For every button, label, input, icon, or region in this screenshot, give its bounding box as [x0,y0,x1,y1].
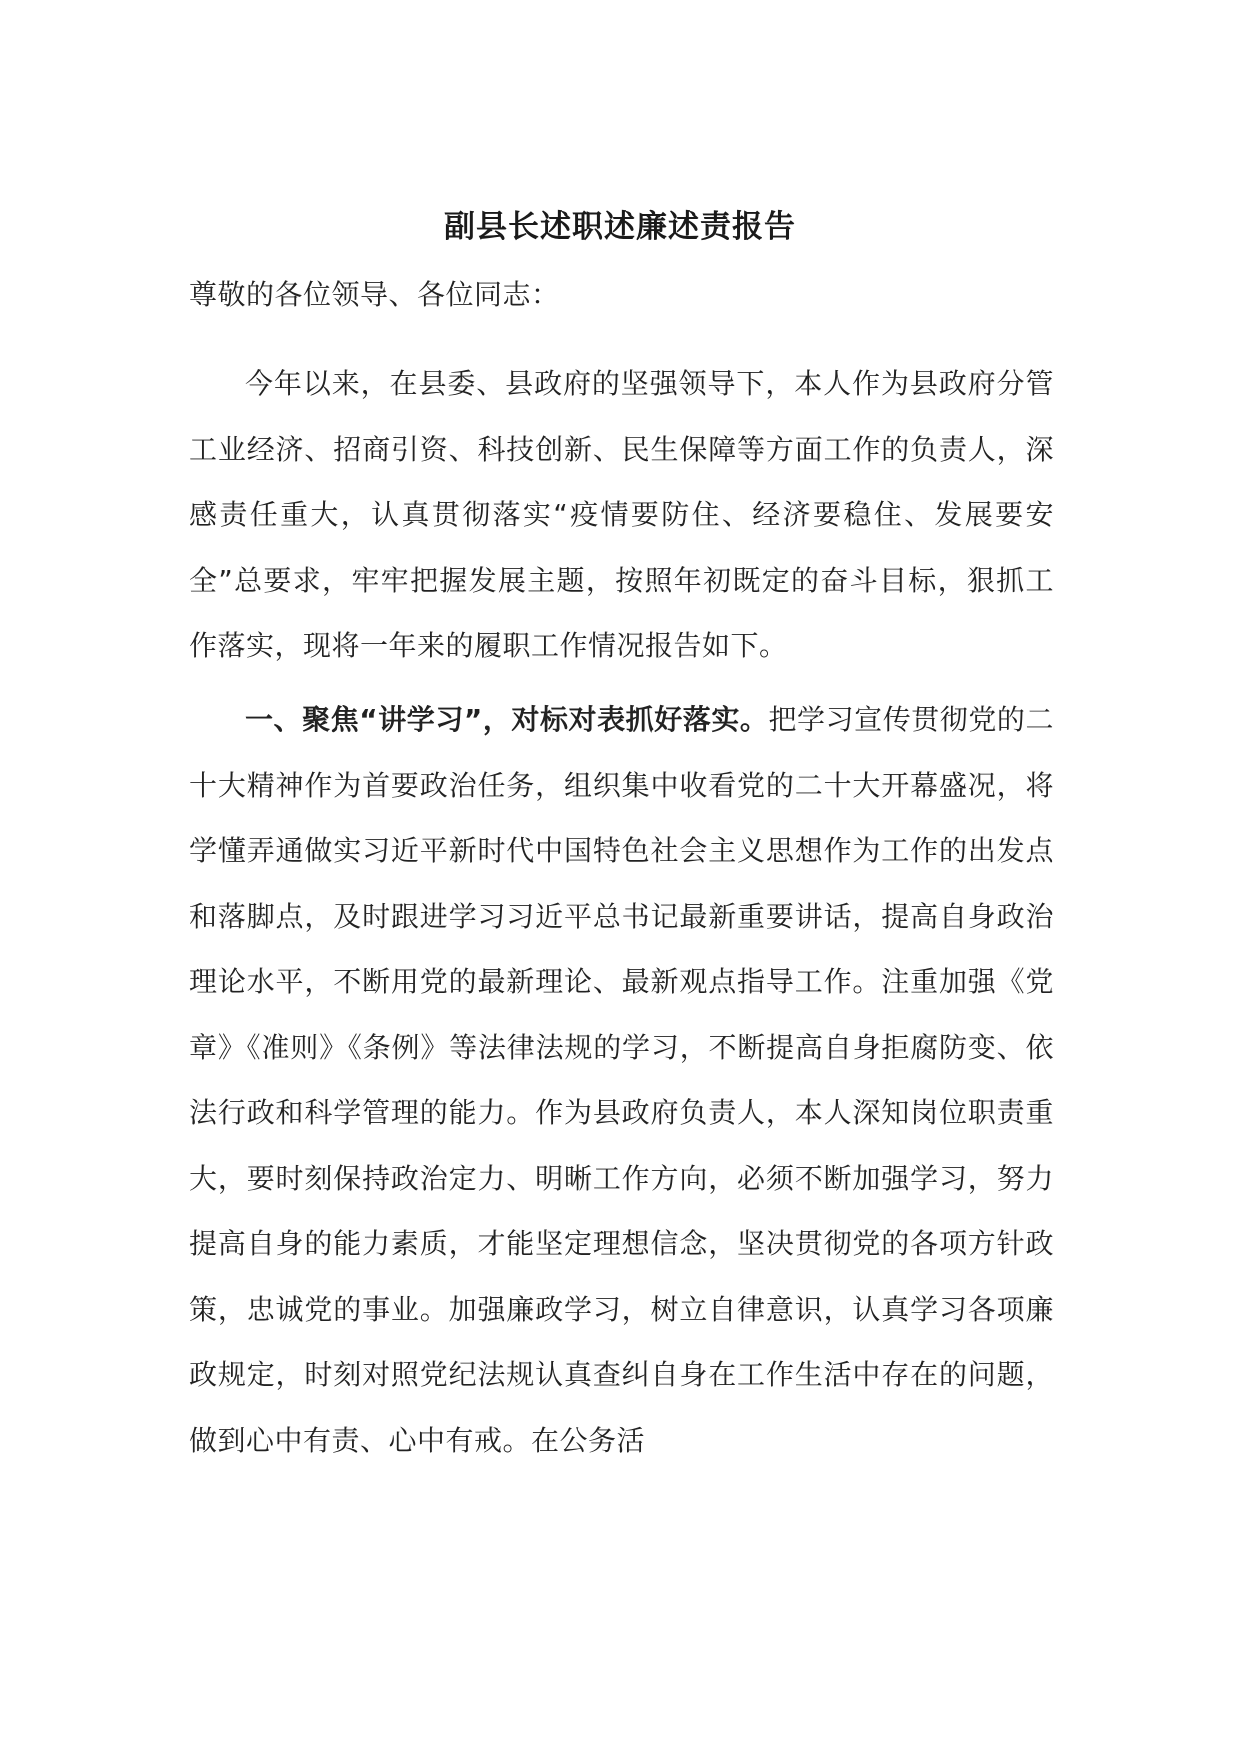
paragraph-section-1 [189,687,1054,1473]
document-title: 副县长述职述廉述责报告 [444,209,796,245]
paragraph-intro [189,351,1054,679]
section-heading: 一、聚焦“讲学习”，对标对表抓好落实。 [245,703,769,736]
salutation: 尊敬的各位领导、各位同志： [189,278,560,311]
section-body-text: 把学习宣传贯彻党的二十大精神作为首要政治任务，组织集中收看党的二十大开幕盛况，将学懂弄通做实习近平新时代中国特色社会主义思想作为工作的出发点和落脚点，及时跟进学习习近平总书记最新重要讲话，提高自身政治理论水平，不断用党的最新理论、最新观点指导工作。注重加强《党章》《准则》《条例》等法律法规的学习，不断提高自身拒腐防变、依法行政和科学管理的能力。作为县政府负责人，本人深知岗位职责重大，要时刻保持政治定力、明晰工作方向，必须不断加强学习，努力提高自身的能力素质，才能坚定理想信念，坚决贯彻党的各项方针政策，忠诚党的事业。加强廉政学习，树立自律意识，认真学习各项廉政规定，时刻对照党纪法规认真查纠自身在工作生活中存在的问题，做到心中有责、心中有戒。在公务活 [189,703,1054,1457]
paragraph-intro-text: 今年以来，在县委、县政府的坚强领导下，本人作为县政府分管工业经济、招商引资、科技创新、民生保障等方面工作的负责人，深感责任重大，认真贯彻落实“疫情要防住、经济要稳住、发展要安全”总要求，牢牢把握发展主题，按照年初既定的奋斗目标，狠抓工作落实，现将一年来的履职工作情况报告如下。 [189,367,1054,662]
